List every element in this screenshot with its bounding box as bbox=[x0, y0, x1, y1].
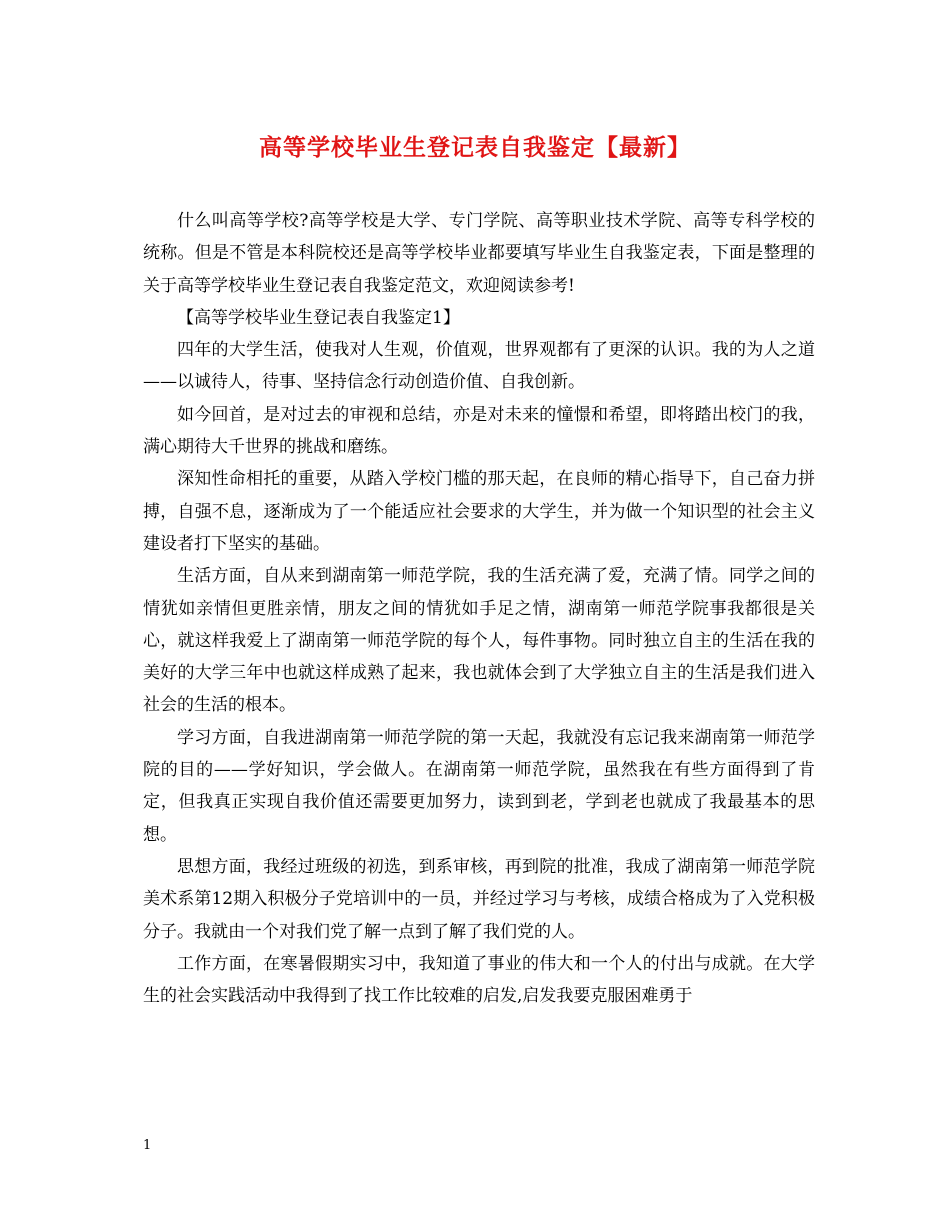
paragraph-work: 工作方面，在寒暑假期实习中，我知道了事业的伟大和一个人的付出与成就。在大学生的社会实践活动中我得到了找工作比较难的启发,启发我要克服困难勇于 bbox=[143, 953, 815, 1007]
paragraph-life: 生活方面，自从来到湖南第一师范学院，我的生活充满了爱，充满了情。同学之间的情犹如亲情但更胜亲情，朋友之间的情犹如手足之情，湖南第一师范学院事我都很是关心，就这样我爱上了湖南第一师范学院的每个人，每件事物。同时独立自主的生活在我的美好的大学三年中也就这样成熟了起来，我也就体会到了大学独立自主的生活是我们进入社会的生活的根本。 bbox=[143, 566, 815, 716]
paragraph-thought: 思想方面，我经过班级的初选，到系审核，再到院的批准，我成了湖南第一师范学院美术系第12期入积极分子党培训中的一员，并经过学习与考核，成绩合格成为了入党积极分子。我就由一个对我们党了解一点到了解了我们党的人。 bbox=[143, 856, 815, 942]
section-heading: 【高等学校毕业生登记表自我鉴定1】 bbox=[177, 307, 460, 328]
paragraph-study: 学习方面，自我进湖南第一师范学院的第一天起，我就没有忘记我来湖南第一师范学院的目的——学好知识，学会做人。在湖南第一师范学院，虽然我在有些方面得到了肯定，但我真正实现自我价值还需要更加努力，读到到老，学到老也就成了我最基本的思想。 bbox=[143, 727, 815, 845]
paragraph-reflection: 如今回首，是对过去的审视和总结，亦是对未来的憧憬和希望，即将踏出校门的我，满心期待大千世界的挑战和磨练。 bbox=[143, 404, 815, 458]
paragraph-outlook: 四年的大学生活，使我对人生观，价值观，世界观都有了更深的认识。我的为人之道——以诚待人，待事、坚持信念行动创造价值、自我创新。 bbox=[143, 340, 815, 393]
paragraph-intro: 什么叫高等学校?高等学校是大学、专门学院、高等职业技术学院、高等专科学校的统称。但是不管是本科院校还是高等学校毕业都要填写毕业生自我鉴定表，下面是整理的关于高等学校毕业生登记表自我鉴定范文，欢迎阅读参考! bbox=[143, 211, 815, 296]
page-number: 1 bbox=[143, 1138, 152, 1153]
paragraph-effort: 深知性命相托的重要，从踏入学校门槛的那天起，在良师的精心指导下，自己奋力拼搏，自强不息，逐渐成为了一个能适应社会要求的大学生，并为做一个知识型的社会主义建设者打下坚实的基础。 bbox=[143, 469, 815, 554]
document-body bbox=[143, 205, 815, 1012]
document-title: 高等学校毕业生登记表自我鉴定【最新】 bbox=[259, 134, 691, 161]
